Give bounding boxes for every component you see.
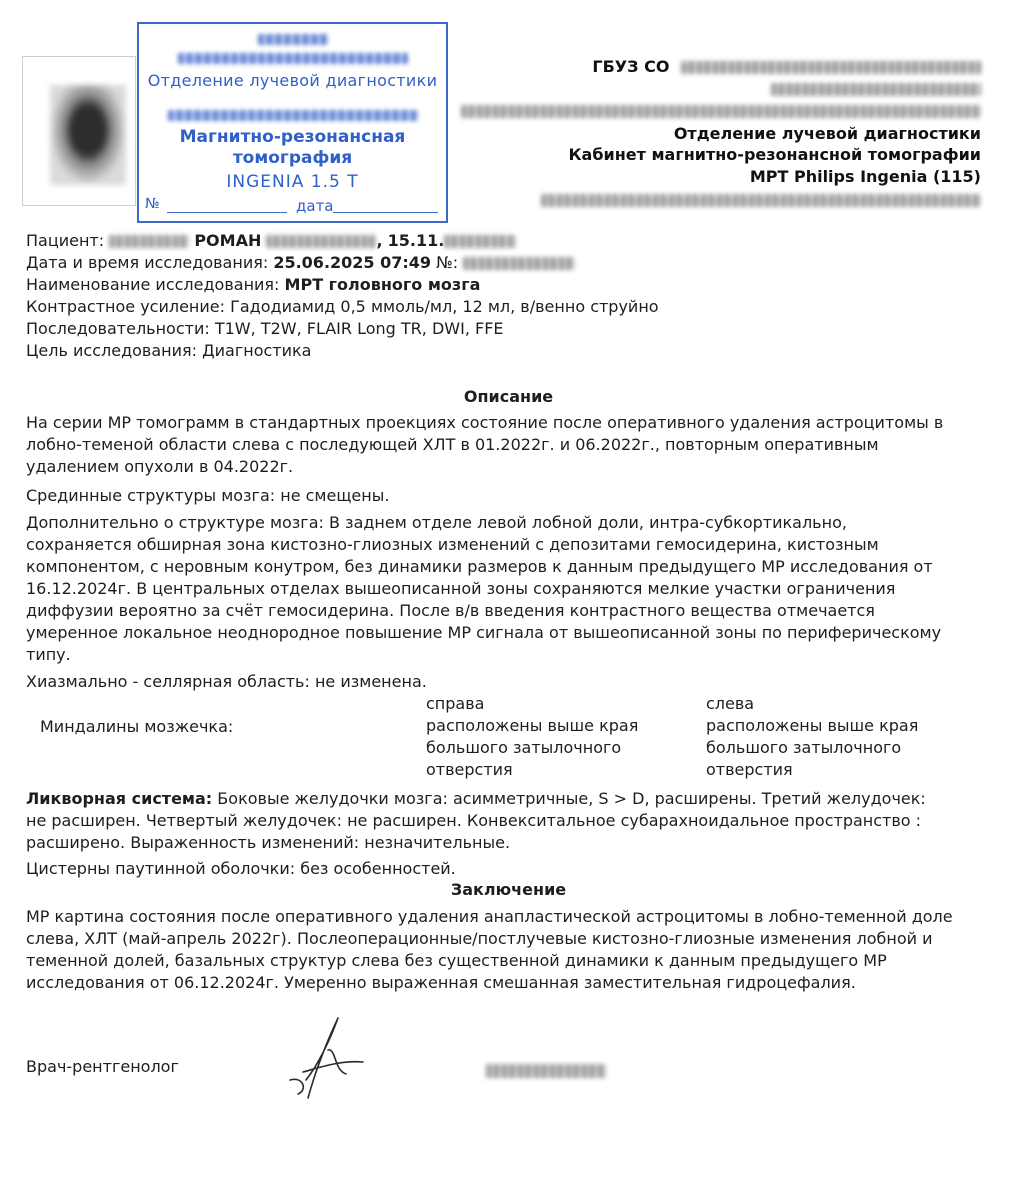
datetime-row: Дата и время исследования: 25.06.2025 07:49 №: (26, 252, 986, 274)
study-name: МРТ головного мозга (284, 275, 481, 294)
patient-name: РОМАН (194, 231, 262, 250)
cerebellum-label: Миндалины мозжечка: (40, 717, 234, 736)
sequences-row: Последовательности: T1W, T2W, FLAIR Long TR, DWI, FFE (26, 319, 504, 338)
stamp-mri-line2: томография (232, 148, 353, 168)
patient-row: Пациент: РОМАН , 15.11. (26, 230, 986, 252)
cerebellum-right: справа расположены выше края большого затылочного отверстия (426, 694, 639, 779)
description-title: Описание (463, 387, 554, 406)
conclusion-title: Заключение (450, 880, 567, 899)
chiasmal-sellar: Хиазмально - селлярная область: не изменена. (26, 672, 427, 691)
stamp-mri-line1: Магнитно-резонансная (179, 127, 406, 147)
signature (268, 1010, 388, 1105)
logo-emblem-icon (50, 85, 126, 185)
sequences-value: T1W, T2W, FLAIR Long TR, DWI, FFE (214, 319, 504, 338)
study-row: Наименование исследования: МРТ головного мозга (26, 275, 481, 294)
stamp-number-line (167, 212, 287, 213)
stamp-scanner: INGENIA 1.5 T (226, 172, 359, 192)
description-paragraph-3: Дополнительно о структуре мозга: В заднем отделе левой лобной доли, интра-субкортикально, сохраняется обширная зона кистозно-глиозных изменений с депозитами гемосидерина, кистозным компонентом, с неровным конутром, без динамики размеров к данным предыдущего МР исследования от 16.12.2024г. В центральных отделах вышеописанной зоны сохраняются мелкие участки ограничения диффузии вероятно за счёт гемосидерина. После в/в введения контрастного вещества отмечается умеренное локальное неоднородное повышение МР сигнала от вышеописанной зоны по периферическому типу. (26, 513, 942, 664)
description-paragraph-1: На серии МР томограмм в стандартных проекциях состояние после оперативного удаления астроцитомы в лобно-теменой области слева с последующей ХЛТ в 01.2022г. и 06.2022г., повторным оперативным удалением опухоли в 04.2022г. (26, 413, 944, 476)
purpose-value: Диагностика (202, 341, 312, 360)
stamp-number-label: № (145, 196, 160, 212)
clinic-logo (22, 56, 136, 206)
patient-birthdate: 15.11. (387, 231, 445, 250)
doctor-role: Врач-рентгенолог (26, 1057, 179, 1076)
stamp-date-line (333, 212, 438, 213)
patient-info (26, 230, 986, 362)
purpose-row: Цель исследования: Диагностика (26, 341, 312, 360)
conclusion-text: МР картина состояния после оперативного удаления анапластической астроцитомы в лобно-теменной доле слева, ХЛТ (май-апрель 2022г). Послеоперационные/постлучевые кистозно-глиозные изменения лобной и теменной долей, базальных структур слева без существенной динамики к данным предыдущего МР исследования от 06.12.2024г. Умеренно выраженная смешанная заместительная гидроцефалия. (26, 907, 953, 992)
header-department: Отделение лучевой диагностики (673, 124, 981, 143)
contrast-value: Гадодиамид 0,5 ммоль/мл, 12 мл, в/венно струйно (230, 297, 659, 316)
doctor-name-redacted (486, 1060, 606, 1079)
contrast-row: Контрастное усиление: Гадодиамид 0,5 ммоль/мл, 12 мл, в/венно струйно (26, 297, 659, 316)
left-header: слева (706, 694, 755, 713)
stamp-date-label: дата (296, 197, 334, 215)
cerebellum-left: слева расположены выше края большого затылочного отверстия (706, 694, 919, 779)
department-stamp (137, 22, 448, 223)
header-org: ГБУЗ СО (592, 57, 981, 76)
cisterns: Цистерны паутинной оболочки: без особенностей. (26, 859, 456, 878)
header-cabinet: Кабинет магнитно-резонансной томографии (568, 145, 981, 164)
csf-label: Ликворная система: (26, 789, 213, 808)
header-scanner: MPT Philips Ingenia (115) (749, 167, 981, 186)
right-header: справа (426, 694, 485, 713)
stamp-department: Отделение лучевой диагностики (147, 71, 438, 90)
midline-structures: Срединные структуры мозга: не смещены. (26, 486, 390, 505)
study-datetime: 25.06.2025 07:49 (273, 253, 432, 272)
csf-system: Ликворная система: Боковые желудочки мозга: асимметричные, S > D, расширены. Третий желудочек: не расширен. Четвертый желудочек: не расширен. Конвекситальное субарахноидальное пространство : расширено. Выраженность изменений: незначительные. (26, 789, 926, 852)
